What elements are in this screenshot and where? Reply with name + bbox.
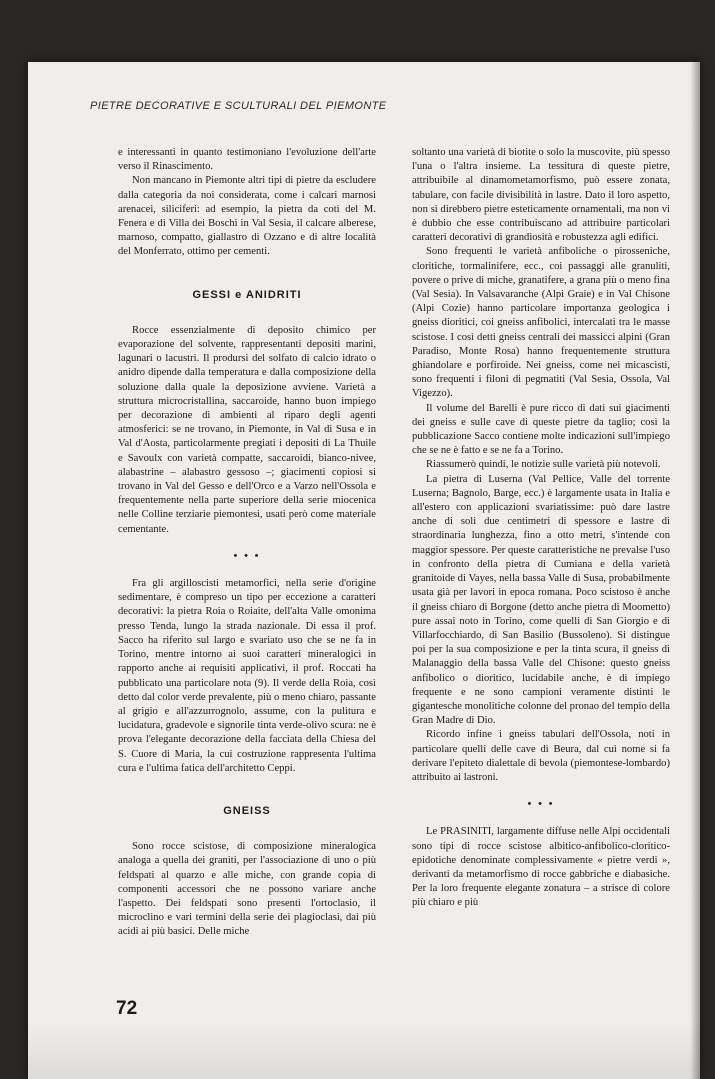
page-edge-shadow bbox=[690, 62, 700, 1079]
page-bottom-shadow bbox=[28, 1019, 700, 1079]
paragraph: e interessanti in quanto testimoniano l'evoluzione dell'arte verso il Rinascimento. bbox=[118, 147, 376, 173]
paragraph: Riassumerò quindi, le notizie sulle varietà più notevoli. bbox=[426, 459, 661, 471]
book-page bbox=[28, 62, 700, 1079]
paragraph: Fra gli argilloscisti metamorfici, nella serie d'origine sedimentare, è compreso un tipo per eccezione a caratteri decorativi: la pietra Roia o Roiaite, dell'alta Valle omonima presso Tenda, lungo la strada nazionale. Di essa il prof. Sacco ha riferito sul largo e svariato uso che se ne fa in Torino, mentre intorno ai suoi caratteri mineralogici in rapporto anche ai requisiti applicativi, il prof. Roccati ha pubblicato una particolare nota (9). Il verde della Roia, così detto dal color verde prevalente, più o meno chiaro, passante al grigio e all'azzurrognolo, assume, con la pulitura e lucidatura, gradevole e signorile tinta verde-olivo scura: ne è prova l'elegante decorazione della facciata della Chiesa del S. Cuore di Maria, la cui costruzione rappresenta l'ultima cura e l'ultima fatica dell'architetto Ceppi. bbox=[118, 578, 376, 774]
paragraph: Ricordo infine i gneiss tabulari dell'Ossola, noti in particolare quelli delle cave di Beura, dal cui nome si fa derivare l'epiteto dialettale di bevola (piemontese-lombardo) attribuito ai lastroni. bbox=[412, 729, 670, 783]
section-separator: • • • bbox=[527, 798, 555, 811]
section-separator: • • • bbox=[233, 549, 261, 562]
paragraph: Non mancano in Piemonte altri tipi di pietre da escludere dalla categoria da noi considerata, come i calcari marnosi arenacei, siliciferi: ad esempio, la pietra da coti del M. Fenera e di Villa dei Boschi in Val Sesia, il calcare alberese, marnoso, compatto, giallastro di Ozzano e di altre località del Monferrato, ottimo per cementi. bbox=[118, 175, 376, 258]
page-number: 72 bbox=[116, 998, 138, 1019]
left-column bbox=[118, 146, 376, 940]
paragraph: Sono frequenti le varietà anfiboliche o pirosseniche, cloritiche, tormalinifere, ecc., coi passaggi alle granuliti, povere o prive di miche, granatifere, a grana più o meno fina (Val Sesia). In Valsavaranche (Alpi Graie) e in Val Chisone (Alpi Cozie) hanno particolare importanza geologica i gneiss dioritici, coi gneiss anfibolici, intercalati tra le masse scistose. I così detti gneiss centrali dei massicci alpini (Gran Paradiso, Monte Rosa) hanno frequentemente struttura ghiandolare e porfiroide. Nei gneiss, come nei micascisti, sono frequenti i filoni di pegmatiti (Val Sesia, Ossola, Val Vigezzo). bbox=[412, 246, 670, 400]
running-head: PIETRE DECORATIVE E SCULTURALI DEL PIEMONTE bbox=[90, 100, 387, 112]
paragraph: soltanto una varietà di biotite o solo la muscovite, più spesso l'una o l'altra insieme. La tessitura di queste pietre, attribuibile al dinamometamorfismo, può essere zonata, tabulare, con facile divisibilità in lastre. Dato il loro aspetto, non si direbbero pietre esteticamente ornamentali, ma non vi è dubbio che esse contribuiscano ad attribuire particolari caratteri decorativi di grandiosità e robustezza agli edifici. bbox=[412, 147, 670, 244]
right-column bbox=[412, 146, 670, 911]
section-heading-gneiss: GNEISS bbox=[223, 804, 271, 817]
paragraph: Il volume del Barelli è pure ricco di dati sui giacimenti dei gneiss e sulle cave di queste pietre da taglio; così la pubblicazione Sacco contiene molte indicazioni sull'impiego che se ne è fatto e se ne fa a Torino. bbox=[412, 402, 670, 457]
paragraph: La pietra di Luserna (Val Pellice, Valle del torrente Luserna; Bagnolo, Barge, ecc.) è largamente usata in Italia e all'estero con applicazioni svariatissime: può dare lastre anche di soli due centimetri di spessore e lastre di straordinaria lunghezza, fino a otto metri, s'intende con maggior spessore. Per queste caratteristiche ne prevalse l'uso in confronto della pietra di Cumiana e della varietà granitoide di Vayes, nella bassa Valle di Susa, probabilmente usata già per lavori in epoca romana. Poco scistoso è anche il gneiss chiaro di Borgone (detto anche pietra di Moometto) pure assai noto in Torino, come quelli di San Giorgio e di Villarfocchiardo, di San Basilio (Bussoleno). Si distingue poi per la sua composizione e per la tinta scura, il gneiss di Malanaggio della bassa Valle del Chisone: questo gneiss anfibolico o dioritico, lucidabile anche, è di impiego frequente e ne sono campioni veramente distinti le gigantesche monolitiche colonne del pronao del tempio della Gran Madre di Dio. bbox=[412, 473, 670, 727]
paragraph: Rocce essenzialmente di deposito chimico per evaporazione del solvente, rappresentanti depositi marini, lagunari o lacustri. Il prodursi del solfato di calcio idrato o anidro dipende dalla temperatura e dalla composizione della soluzione dalla quale la deposizione avviene. Varietà a struttura microcristallina, saccaroide, hanno buon impiego per decorazione di ambienti al riparo degli agenti atmosferici: se ne trovano, in Piemonte, in Val di Susa e in Val d'Aosta, particolarmente pregiati i depositi di La Thuile e Savoulx con varietà compatte, saccaroidi, bianco-nivee, alabastrine – alabastro gessoso –; giacimenti copiosi si trovano in Val del Gesso e dell'Orco e a Varzo nell'Ossola e frequentemente nella parte superiore della serie miocenica nelle Colline terziarie piemontesi, usati però come materiale cementante. bbox=[118, 324, 376, 535]
paragraph: Le PRASINITI, largamente diffuse nelle Alpi occidentali sono tipi di rocce scistose albitico-anfibolico-cloritico-epidotiche denominate complessivamente « pietre verdi », derivanti da metamorfismo di rocce gabbriche e diabasiche. Per la loro frequente elegante zonatura – a strisce di colore più chiaro e più bbox=[412, 826, 670, 909]
section-heading-gessi: GESSI e ANIDRITI bbox=[192, 288, 302, 301]
paragraph: Sono rocce scistose, di composizione mineralogica analoga a quella dei graniti, per l'associazione di uno o più feldspati al quarzo e alle miche, con grande copia di componenti accessori che ne possono variare anche l'aspetto. Dei feldspati sono presenti l'ortoclasio, il microclino e vari termini della serie dei plagioclasi, dai più acidi ai più basici. Delle miche bbox=[118, 841, 376, 938]
